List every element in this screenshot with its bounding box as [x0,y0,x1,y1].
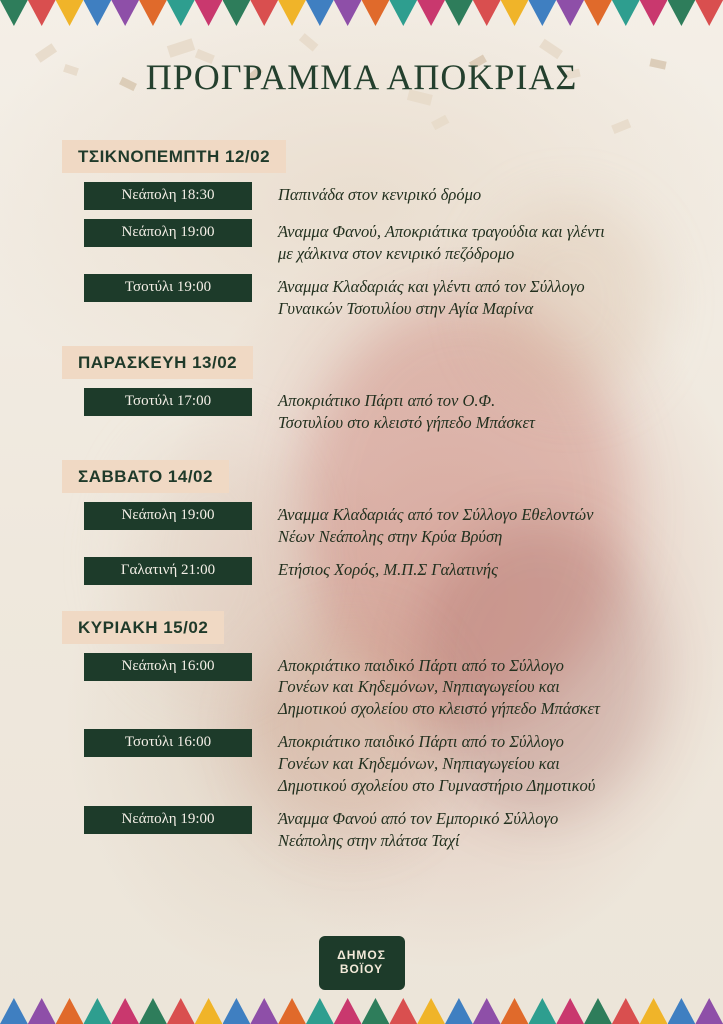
event-row [62,219,685,265]
event-description-line: Παπινάδα στον κενιρικό δρόμο [278,185,482,204]
day-heading-wrapper [62,346,685,379]
day-heading-wrapper [62,140,685,173]
event-place-time: Νεάπολη 16:00 [84,653,252,681]
event-row [62,182,685,210]
municipality-logo [319,936,405,990]
day-block [38,460,685,585]
event-description-line: Γονέων και Κηδεμόνων, Νηπιαγωγείου και [278,677,560,697]
event-description-line: Άναμμα Φανού, Αποκριάτικα τραγούδια και γλέντι [278,222,605,241]
day-heading-wrapper [62,460,685,493]
event-description-line: με χάλκινα στον κενιρικό πεζόδρομο [278,243,515,263]
event-description-line: Αποκριάτικο Πάρτι από τον Ο.Φ. [278,390,496,410]
event-description [278,274,685,320]
page-title: ΠΡΟΓΡΑΜΜΑ ΑΠΟΚΡΙΑΣ [145,57,578,97]
event-description [278,502,685,548]
day-block [38,611,685,853]
event-row [62,388,685,434]
event-place-time: Τσοτύλι 17:00 [84,388,252,416]
event-row [62,653,685,721]
event-description-line: Άναμμα Φανού από τον Εμπορικό Σύλλογο [278,809,559,829]
event-description-line: Αποκριάτικο παιδικό Πάρτι από το Σύλλογο [278,655,564,675]
day-block [38,346,685,434]
day-heading: ΤΣΙΚΝΟΠΕΜΠΤΗ 12/02 [62,140,286,173]
event-place-time: Νεάπολη 18:30 [84,182,252,210]
event-description [278,388,685,434]
event-place-time: Νεάπολη 19:00 [84,502,252,530]
event-place-time: Τσοτύλι 16:00 [84,729,252,757]
event-description [278,806,685,852]
day-block [38,140,685,320]
event-row [62,502,685,548]
event-description [278,557,685,581]
logo-line-2: ΒΟΪΟΥ [339,962,384,976]
event-description-line: Αποκριάτικο παιδικό Πάρτι από το Σύλλογο [278,732,564,752]
event-row [62,729,685,797]
event-description [278,182,685,206]
day-heading: ΣΑΒΒΑΤΟ 14/02 [62,460,229,493]
day-heading: ΠΑΡΑΣΚΕΥΗ 13/02 [62,346,253,379]
event-row [62,557,685,585]
event-description [278,653,685,721]
event-place-time: Γαλατινή 21:00 [84,557,252,585]
event-description [278,219,685,265]
event-description-line: Τσοτυλίου στο κλειστό γήπεδο Μπάσκετ [278,412,535,432]
program-list [38,140,685,852]
event-description-line: Νεάπολης στην πλάτσα Ταχί [278,831,460,851]
event-description-line: Άναμμα Κλαδαριάς από τον Σύλλογο Εθελοντών [278,504,594,524]
event-description-line: Δημοτικού σχολείου στο Γυμναστήριο Δημοτικού [278,776,596,796]
event-description [278,729,685,797]
event-place-time: Τσοτύλι 19:00 [84,274,252,302]
event-description-line: Γυναικών Τσοτυλίου στην Αγία Μαρίνα [278,298,534,318]
event-row [62,806,685,852]
event-row [62,274,685,320]
day-heading: ΚΥΡΙΑΚΗ 15/02 [62,611,224,644]
event-description-line: Άναμμα Κλαδαριάς και γλέντι από τον Σύλλογο [278,276,585,296]
event-description-line: Δημοτικού σχολείου στο κλειστό γήπεδο Μπάσκετ [278,699,600,719]
day-heading-wrapper [62,611,685,644]
event-place-time: Νεάπολη 19:00 [84,219,252,247]
event-place-time: Νεάπολη 19:00 [84,806,252,834]
event-description-line: Νέων Νεάπολης στην Κρύα Βρύση [278,526,503,546]
event-description-line: Ετήσιος Χορός, Μ.Π.Σ Γαλατινής [278,559,498,579]
logo-line-1: ΔΗΜΟΣ [337,948,386,963]
event-description-line: Γονέων και Κηδεμόνων, Νηπιαγωγείου και [278,754,560,774]
